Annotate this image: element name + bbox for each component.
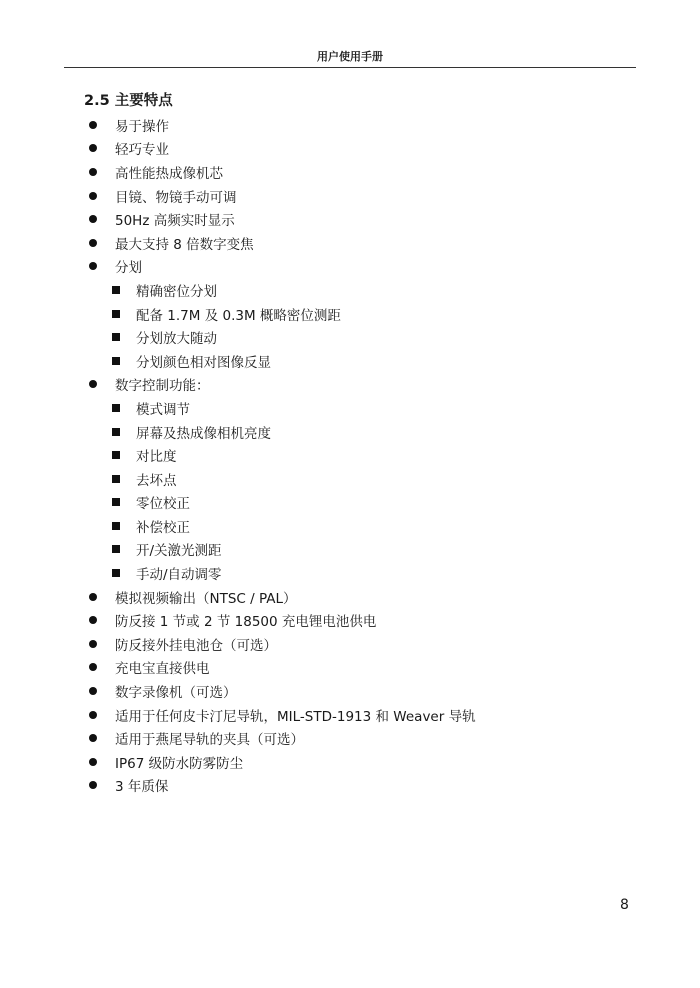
header-divider	[64, 67, 636, 68]
round-bullet-icon	[89, 215, 97, 223]
list-item-text: 目镜、物镜手动可调	[115, 189, 237, 206]
sub-list-item	[88, 443, 476, 467]
sub-list-item	[88, 491, 476, 515]
list-item	[88, 656, 476, 680]
sub-list-item	[88, 349, 476, 373]
list-item	[88, 774, 476, 798]
list-item	[88, 137, 476, 161]
square-bullet-icon	[112, 545, 120, 553]
page-number: 8	[620, 897, 629, 913]
round-bullet-icon	[89, 711, 97, 719]
list-item-text: 手动/自动调零	[136, 567, 222, 584]
list-item-text: 适用于任何皮卡汀尼导轨，MIL-STD-1913 和 Weaver 导轨	[115, 708, 476, 725]
round-bullet-icon	[89, 239, 97, 247]
list-item-text: 最大支持 8 倍数字变焦	[115, 236, 254, 253]
list-item-text: 适用于燕尾导轨的夹具（可选）	[115, 732, 304, 749]
sub-list-item	[88, 278, 476, 302]
list-item	[88, 585, 476, 609]
round-bullet-icon	[89, 781, 97, 789]
list-item-text: 高性能热成像机芯	[115, 165, 223, 182]
square-bullet-icon	[112, 404, 120, 412]
list-item-text: 对比度	[136, 449, 177, 466]
list-item	[88, 703, 476, 727]
sub-list-item	[88, 325, 476, 349]
round-bullet-icon	[89, 734, 97, 742]
list-item-text: 补偿校正	[136, 519, 190, 536]
list-item-text: 轻巧专业	[115, 142, 169, 159]
round-bullet-icon	[89, 380, 97, 388]
square-bullet-icon	[112, 310, 120, 318]
list-item-text: 模拟视频输出（NTSC / PAL）	[115, 590, 297, 607]
list-item	[88, 113, 476, 137]
list-item	[88, 231, 476, 255]
square-bullet-icon	[112, 475, 120, 483]
list-item-text: IP67 级防水防雾防尘	[115, 755, 244, 772]
list-item-text: 3 年质保	[115, 779, 169, 796]
sub-list-item	[88, 302, 476, 326]
list-item-text: 易于操作	[115, 118, 169, 135]
list-item-text: 分划放大随动	[136, 331, 217, 348]
round-bullet-icon	[89, 168, 97, 176]
feature-list	[88, 113, 476, 797]
list-item	[88, 207, 476, 231]
list-item	[88, 726, 476, 750]
sub-list-item	[88, 420, 476, 444]
square-bullet-icon	[112, 522, 120, 530]
list-item	[88, 373, 476, 397]
list-item-text: 数字录像机（可选）	[115, 685, 237, 702]
section-title: 2.5 主要特点	[84, 93, 173, 109]
round-bullet-icon	[89, 593, 97, 601]
list-item	[88, 160, 476, 184]
square-bullet-icon	[112, 569, 120, 577]
sub-list-item	[88, 396, 476, 420]
round-bullet-icon	[89, 687, 97, 695]
list-item	[88, 184, 476, 208]
square-bullet-icon	[112, 498, 120, 506]
round-bullet-icon	[89, 144, 97, 152]
square-bullet-icon	[112, 451, 120, 459]
list-item-text: 去坏点	[136, 472, 177, 489]
square-bullet-icon	[112, 428, 120, 436]
running-header: 用户使用手册	[317, 50, 383, 63]
round-bullet-icon	[89, 640, 97, 648]
square-bullet-icon	[112, 357, 120, 365]
list-item	[88, 750, 476, 774]
round-bullet-icon	[89, 663, 97, 671]
round-bullet-icon	[89, 192, 97, 200]
list-item	[88, 679, 476, 703]
square-bullet-icon	[112, 286, 120, 294]
list-item-text: 分划颜色相对图像反显	[136, 354, 271, 371]
list-item-text: 50Hz 高频实时显示	[115, 213, 235, 230]
list-item-text: 防反接 1 节或 2 节 18500 充电锂电池供电	[115, 614, 377, 631]
round-bullet-icon	[89, 616, 97, 624]
list-item-text: 配备 1.7M 及 0.3M 概略密位测距	[136, 307, 341, 324]
list-item-text: 充电宝直接供电	[115, 661, 210, 678]
list-item-text: 模式调节	[136, 401, 190, 418]
round-bullet-icon	[89, 262, 97, 270]
sub-list-item	[88, 514, 476, 538]
list-item-text: 精确密位分划	[136, 283, 217, 300]
sub-list-item	[88, 561, 476, 585]
list-item-text: 分划	[115, 260, 142, 277]
list-item-text: 零位校正	[136, 496, 190, 513]
list-item-text: 数字控制功能：	[115, 378, 210, 395]
sub-list-item	[88, 538, 476, 562]
round-bullet-icon	[89, 121, 97, 129]
list-item-text: 开/关激光测距	[136, 543, 222, 560]
list-item	[88, 255, 476, 279]
sub-list-item	[88, 467, 476, 491]
round-bullet-icon	[89, 758, 97, 766]
list-item-text: 防反接外挂电池仓（可选）	[115, 637, 277, 654]
list-item	[88, 608, 476, 632]
list-item	[88, 632, 476, 656]
square-bullet-icon	[112, 333, 120, 341]
list-item-text: 屏幕及热成像相机亮度	[136, 425, 271, 442]
